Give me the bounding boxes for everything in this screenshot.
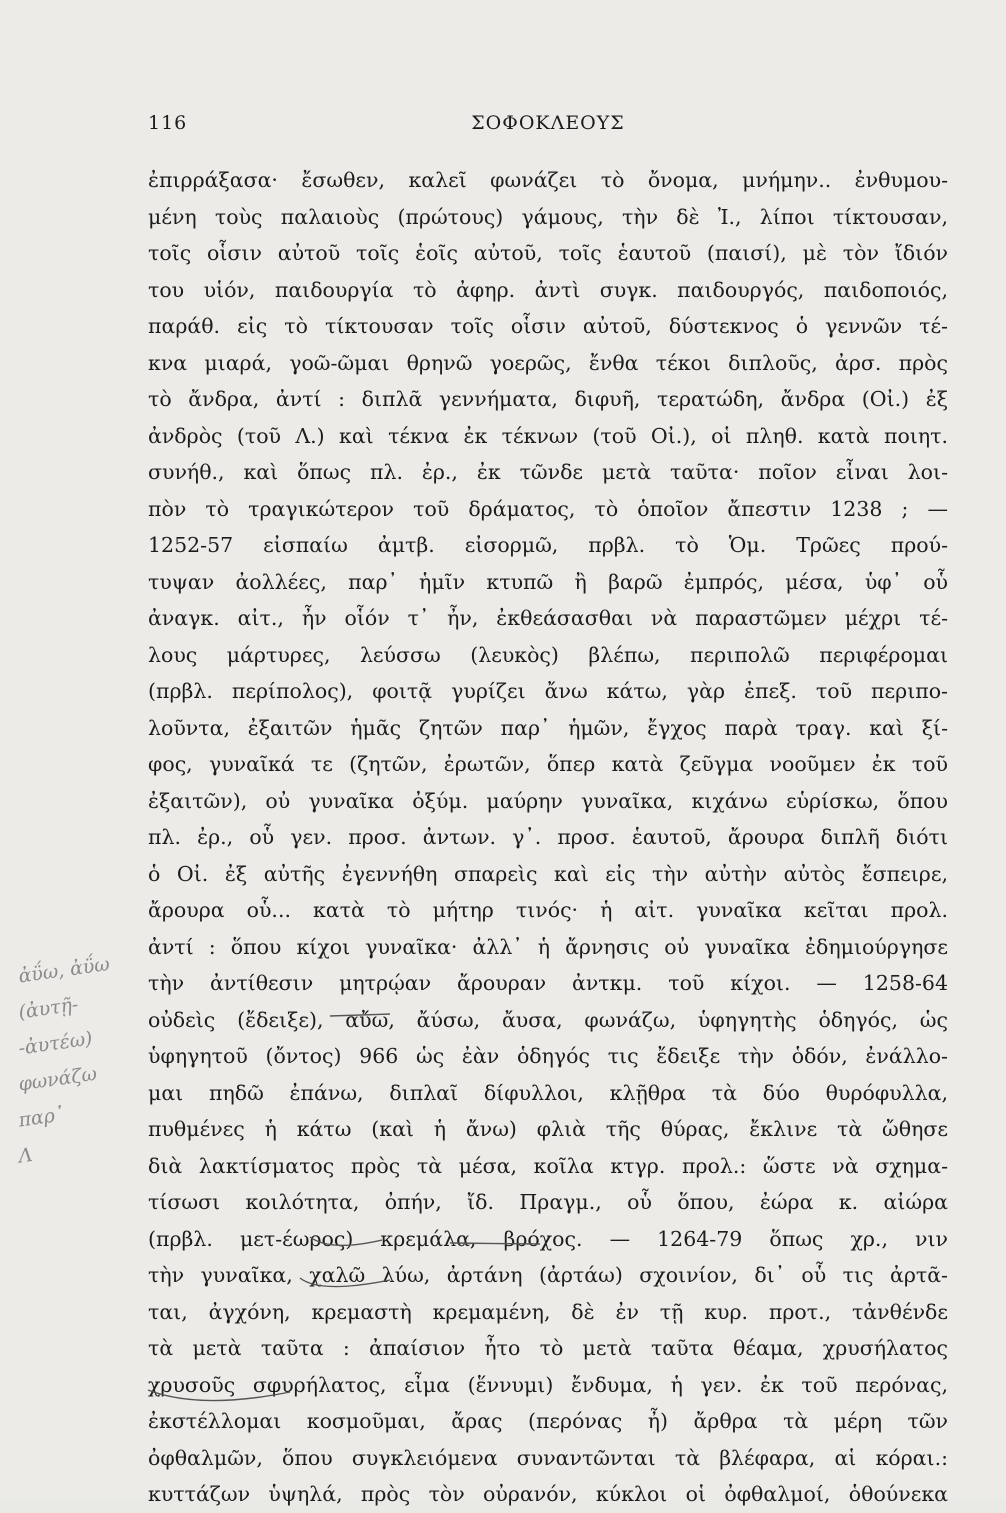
commentary-text (148, 162, 948, 1513)
text-line: τὸ ἄνδρα, ἀντί : διπλᾶ γεννήματα, διφυῆ, τερατώδη, ἄνδρα (Οἰ.) ἐξ (148, 387, 948, 411)
text-line: φος, γυναῖκά τε (ζητῶν, ἐρωτῶν, ὅπερ κατὰ ζεῦγμα νοοῦμεν ἐκ τοῦ (148, 752, 948, 776)
text-line: του υἱόν, παιδουργία τὸ ἀφηρ. ἀντὶ συγκ. παιδουργός, παιδοποιός, (148, 277, 948, 302)
text-line: διὰ λακτίσματος πρὸς τὰ μέσα, κοῖλα κτγρ. προλ.: ὥστε νὰ σχημα- (148, 1153, 948, 1178)
text-line: χρυσοῦς σφυρήλατος, εἶμα (ἕννυμι) ἔνδυμα, ἡ γεν. ἐκ τοῦ περόνας, (148, 1372, 948, 1397)
text-line: ὁ Οἰ. ἐξ αὐτῆς ἐγεννήθη σπαρεὶς καὶ εἰς τὴν αὐτὴν αὐτὸς ἔσπειρε, (148, 861, 948, 886)
text-line: τὰ μετὰ ταῦτα : ἀπαίσιον ἦτο τὸ μετὰ ταῦτα θέαμα, χρυσήλατος (148, 1336, 948, 1360)
text-line: ται, ἀγχόνη, κρεμαστὴ κρεμαμένη, δὲ ἐν τῇ κυρ. προτ., τἀνθένδε (148, 1299, 948, 1324)
text-line: ἀνδρὸς (τοῦ Λ.) καὶ τέκνα ἐκ τέκνων (τοῦ Οἰ.), οἱ πληθ. κατὰ ποιητ. (148, 423, 948, 448)
text-line: λοῦντα, ἐξαιτῶν ἡμᾶς ζητῶν παρ᾽ ἡμῶν, ἔγχος παρὰ τραγ. καὶ ξί- (148, 715, 948, 740)
text-line: (πρβλ. μετ-έωρος) κρεμάλα, βρόχος. — 1264-79 ὅπως χρ., νιν (148, 1226, 948, 1251)
text-line: πυθμένες ἡ κάτω (καὶ ἡ ἄνω) φλιὰ τῆς θύρας, ἔκλινε τὰ ὤθησε (148, 1117, 948, 1141)
text-line: ἀντί : ὅπου κίχοι γυναῖκα· ἀλλ᾽ ἡ ἄρνησις οὐ γυναῖκα ἐδημιούργησε (148, 934, 948, 959)
text-line: (πρβλ. περίπολος), φοιτᾷ γυρίζει ἄνω κάτω, γὰρ ἐπεξ. τοῦ περιπο- (148, 679, 948, 703)
text-line: κνα μιαρά, γοῶ-ῶμαι θρηνῶ γοερῶς, ἔνθα τέκοι διπλοῦς, ἀρσ. πρὸς (148, 350, 948, 375)
text-line: ἀναγκ. αἰτ., ἦν οἷόν τ᾽ ἦν, ἐκθεάσασθαι νὰ παραστῶμεν μέχρι τέ- (148, 606, 948, 630)
text-line: ἄρουρα οὗ... κατὰ τὸ μήτηρ τινός· ἡ αἰτ. γυναῖκα κεῖται προλ. (148, 898, 948, 922)
text-line: τυψαν ἀολλέες, παρ᾽ ἡμῖν κτυπῶ ἢ βαρῶ ἐμπρός, μέσα, ὑφ᾽ οὗ (148, 569, 948, 594)
margin-note-line: Λ (17, 1143, 34, 1168)
text-line: πὸν τὸ τραγικώτερον τοῦ δράματος, τὸ ὁποῖον ἄπεστιν 1238 ; — (148, 496, 948, 521)
text-line: μαι πηδῶ ἐπάνω, διπλαῖ δίφυλλοι, κλῇθρα τὰ δύο θυρόφυλλα, (148, 1080, 948, 1105)
text-line: τίσωσι κοιλότητα, ὀπήν, ἴδ. Πραγμ., οὗ ὅπου, ἐώρα κ. αἰώρα (148, 1190, 948, 1214)
text-line: 1252-57 εἰσπαίω ἀμτβ. εἰσορμῶ, πρβλ. τὸ Ὁμ. Τρῶες πρού- (148, 533, 948, 557)
text-line: ἐκστέλλομαι κοσμοῦμαι, ἄρας (περόνας ἦ) ἄρθρα τὰ μέρη τῶν (148, 1409, 948, 1433)
text-line: οὐδεὶς (ἔδειξε), αὔω, ἄύσω, ἄυσα, φωνάζω, ὑφηγητὴς ὁδηγός, ὡς (148, 1007, 948, 1032)
running-title: ΣΟΦΟΚΛΕΟΥΣ (471, 112, 625, 134)
margin-note-line: φωνάζω (17, 1062, 99, 1096)
text-line: ἐπιρράξασα· ἔσωθεν, καλεῖ φωνάζει τὸ ὄνομα, μνήμην.. ἐνθυμου- (148, 168, 948, 192)
text-line: τὴν γυναῖκα, χαλῶ λύω, ἀρτάνη (ἀρτάω) σχοινίον, δι᾽ οὗ τις ἀρτᾶ- (148, 1263, 948, 1287)
text-line: λους μάρτυρες, λεύσσω (λευκὸς) βλέπω, περιπολῶ περιφέρομαι (148, 642, 948, 667)
text-line: τοῖς οἷσιν αὐτοῦ τοῖς ἑοῖς αὐτοῦ, τοῖς ἑαυτοῦ (παισί), μὲ τὸν ἴδιόν (148, 241, 948, 265)
margin-note-line: παρ᾽ (17, 1103, 66, 1132)
text-line: ἐξαιτῶν), οὐ γυναῖκα ὀξύμ. μαύρην γυναῖκα, κιχάνω εὑρίσκω, ὅπου (148, 788, 948, 813)
margin-note-line: (ἀυτῇ- (17, 993, 80, 1024)
text-line: μένη τοὺς παλαιοὺς (πρώτους) γάμους, τὴν δὲ Ἰ., λίποι τίκτουσαν, (148, 204, 948, 229)
margin-note-line: -ἀυτέω) (17, 1027, 94, 1060)
text-line: ὀφθαλμῶν, ὅπου συγκλειόμενα συναντῶνται τὰ βλέφαρα, αἱ κόραι.: (148, 1445, 948, 1470)
text-line: συνήθ., καὶ ὅπως πλ. ἐρ., ἐκ τῶνδε μετὰ ταῦτα· ποῖον εἶναι λοι- (148, 460, 948, 484)
text-line: τὴν ἀντίθεσιν μητρῴαν ἄρουραν ἀντκμ. τοῦ κίχοι. — 1258-64 (148, 971, 948, 995)
text-line: κυττάζων ὑψηλά, πρὸς τὸν οὐρανόν, κύκλοι οἱ ὀφθαλμοί, ὁθούνεκα (148, 1482, 948, 1506)
page-number: 116 (148, 112, 188, 134)
text-line: πλ. ἐρ., οὗ γεν. προσ. ἀντων. γ᾽. προσ. ἑαυτοῦ, ἄρουρα διπλῆ διότι (148, 825, 948, 849)
text-line: ὑφηγητοῦ (ὄντος) 966 ὡς ἐὰν ὁδηγός τις ἔδειξε τὴν ὁδόν, ἐνάλλο- (148, 1044, 948, 1068)
text-line: παράθ. εἰς τὸ τίκτουσαν τοῖς οἷσιν αὐτοῦ, δύστεκνος ὁ γεννῶν τέ- (148, 314, 948, 338)
handwritten-margin-note (18, 950, 143, 1190)
margin-note-line: ἀΰω, ἀΰω (17, 953, 112, 988)
page-header (148, 112, 948, 142)
